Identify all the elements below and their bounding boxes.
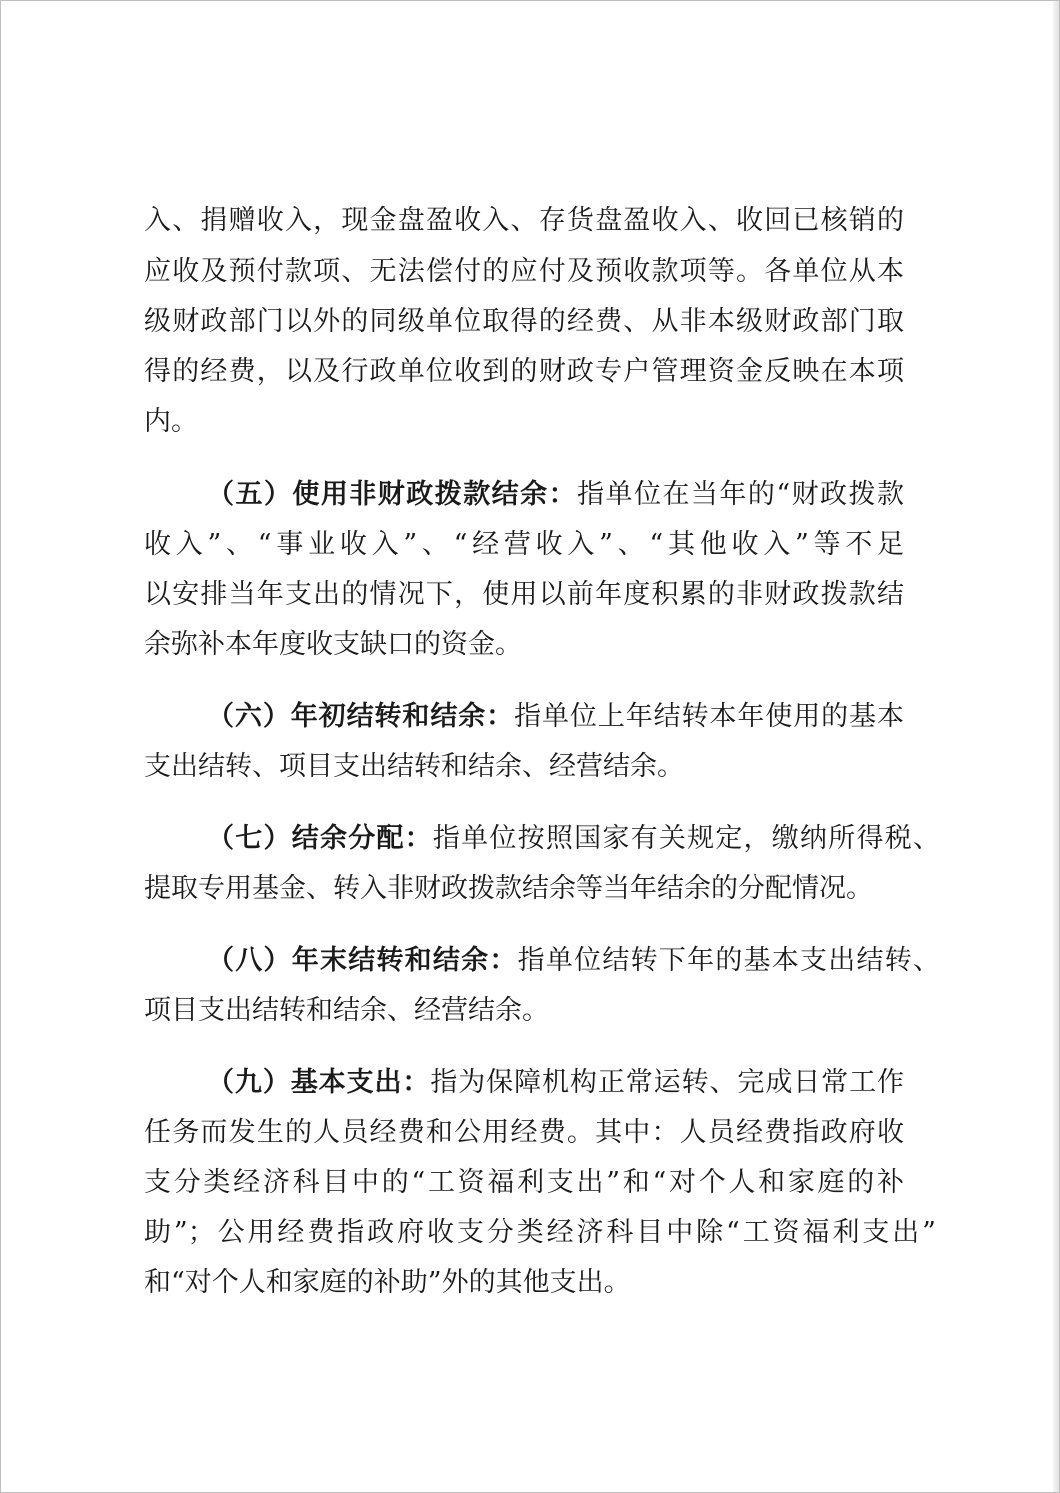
text-line: 提取专用基金、转入非财政拨款结余等当年结余的分配情况。 (144, 873, 873, 904)
text-fragment: 指单位结转下年的基本支出结转、 (517, 945, 941, 976)
paragraph-first-line (207, 475, 904, 515)
text-line: 应收及预付款项、无法偿付的应付及预收款项等。各单位从本 (144, 256, 904, 287)
item-heading: （六）年初结转和结余： (207, 701, 515, 732)
text-line: 级财政部门以外的同级单位取得的经费、从非本级财政部门取 (144, 306, 904, 337)
paragraph-first-line (207, 941, 940, 981)
item-heading: （九）基本支出： (207, 1067, 431, 1098)
item-heading: （七）结余分配： (207, 823, 433, 854)
paragraph-first-line (207, 1063, 904, 1103)
text-line: 任务而发生的人员经费和公用经费。其中：人员经费指政府收 (144, 1117, 904, 1148)
text-line: 得的经费，以及行政单位收到的财政专户管理资金反映在本项 (144, 356, 904, 387)
text-line: 支分类经济科目中的“工资福利支出”和“对个人和家庭的补 (144, 1167, 904, 1198)
paragraph-first-line (207, 697, 904, 737)
text-fragment: 指单位在当年的“财政拨款 (577, 479, 904, 510)
text-line: 入、捐赠收入，现金盘盈收入、存货盘盈收入、收回已核销的 (144, 205, 904, 236)
text-line: 项目支出结转和结余、经营结余。 (144, 995, 549, 1026)
text-line: 助”；公用经费指政府收支分类经济科目中除“工资福利支出” (144, 1217, 936, 1248)
text-line: 支出结转、项目支出结转和结余、经营结余。 (144, 751, 684, 782)
text-fragment: 指单位上年结转本年使用的基本 (514, 701, 905, 732)
text-fragment: 指为保障机构正常运转、完成日常工作 (430, 1067, 905, 1098)
item-heading: （五）使用非财政拨款结余： (207, 479, 578, 510)
paragraph-first-line (207, 819, 940, 859)
text-fragment: 指单位按照国家有关规定，缴纳所得税、 (432, 823, 941, 854)
text-line: 内。 (144, 406, 198, 437)
text-line: 以安排当年支出的情况下，使用以前年度积累的非财政拨款结 (144, 579, 904, 610)
text-line: 收入”、“事业收入”、“经营收入”、“其他收入”等不足 (144, 529, 904, 560)
item-heading: （八）年末结转和结余： (207, 945, 518, 976)
text-line: 余弥补本年度收支缺口的资金。 (144, 629, 522, 660)
text-line: 和“对个人和家庭的补助”外的其他支出。 (144, 1267, 631, 1298)
